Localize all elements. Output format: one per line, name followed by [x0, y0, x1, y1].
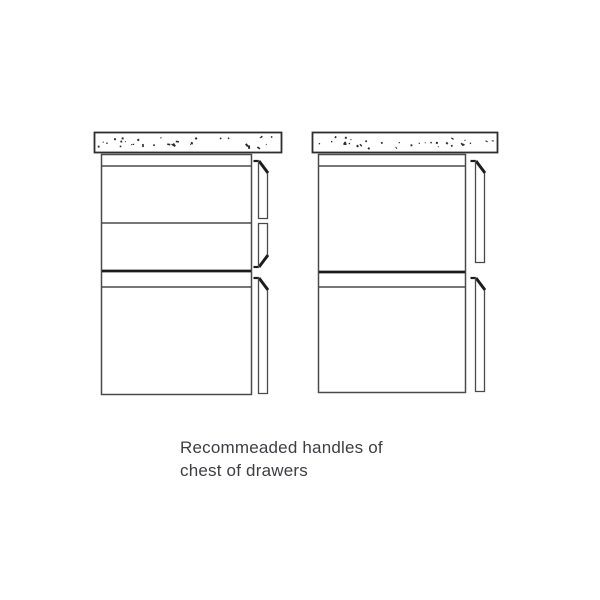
- speckle-dot: [399, 142, 400, 143]
- caption-line-1: Recommeaded handles of: [180, 438, 383, 457]
- speckle-dot: [248, 145, 250, 149]
- cabinet-body: [319, 155, 466, 393]
- right-two-drawer-chest: [313, 133, 498, 393]
- speckle-dot: [331, 141, 332, 142]
- speckle-dot: [464, 140, 465, 141]
- speckle-dot: [131, 144, 132, 145]
- speckle-dot: [120, 146, 122, 148]
- top-board: [313, 133, 498, 153]
- handle-lip-profile: [476, 278, 485, 290]
- handle-lip-profile: [476, 161, 485, 173]
- handle-rail-segment: [254, 224, 269, 269]
- handle-rail-outline: [476, 160, 485, 263]
- speckle-dot: [98, 146, 100, 148]
- speckle-dot: [410, 144, 412, 146]
- handle-lip-profile: [259, 255, 268, 267]
- handle-rail-segment: [254, 160, 269, 219]
- handle-rail-outline: [259, 277, 268, 394]
- speckle-dot: [122, 137, 124, 139]
- speckle-dot: [419, 143, 420, 144]
- speckle-dot: [142, 144, 144, 147]
- speckle-dot: [133, 144, 134, 145]
- left-three-drawer-chest: [95, 133, 282, 395]
- top-board: [95, 133, 282, 153]
- cabinet-body: [102, 155, 252, 395]
- handle-rail-segment: [254, 277, 269, 394]
- handle-rail-segment: [471, 160, 486, 263]
- caption: [180, 437, 420, 482]
- handle-lip-profile: [259, 161, 268, 173]
- handle-rail-outline: [476, 277, 485, 392]
- caption-line-2: chest of drawers: [180, 460, 308, 480]
- speckle-dot: [103, 142, 104, 143]
- speckle-dot: [345, 137, 347, 139]
- speckle-dot: [114, 138, 116, 140]
- speckle-dot: [190, 144, 191, 145]
- handle-lip-profile: [259, 278, 268, 290]
- handle-rail-segment: [471, 277, 486, 392]
